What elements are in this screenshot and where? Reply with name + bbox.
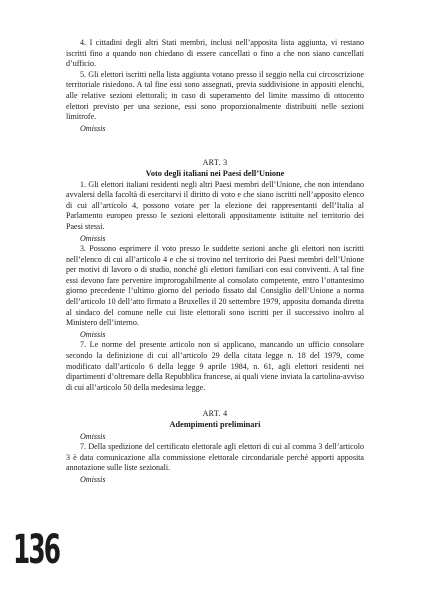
omissis-note: Omissis (80, 233, 106, 243)
paragraph-4: 4. I cittadini degli altri Stati membri, inclusi nell’apposita lista aggiunta, vi restano iscritti fino a quando non chiedano di essere cancellati o fino a che non siano cancellati d’ufficio. (66, 38, 364, 69)
omissis-note: Omissis (80, 474, 106, 484)
article-3-title: Voto degli italiani nei Paesi dell’Unione (145, 168, 285, 178)
omissis-note: Omissis (80, 431, 106, 441)
omissis-note: Omissis (80, 329, 106, 339)
omissis-note: Omissis (80, 123, 106, 133)
paragraph-5: 5. Gli elettori iscritti nella lista aggiunta votano presso il seggio nella cui circoscrizione territoriale risiedono. A tal fine essi sono assegnati, previa suddivisione in appositi elenchi, alle relative sezioni elettorali; in caso di superamento del limite massimo di ottocento elettori previsto per una sezione, essi sono proporzionalmente distribuiti nelle sezioni limitrofe. (66, 69, 364, 122)
page-number: 136 (13, 527, 60, 573)
article-3-paragraph-1: 1. Gli elettori italiani residenti negli altri Paesi membri dell’Unione, che non intendano avvalersi della facoltà di esercitarvi il diritto di voto e che siano iscritti nell’apposito elenco di cui all’articolo 4, possono votare per la elezione dei rappresentanti dell’Italia al Parlamento europeo presso le sezioni elettorali appositamente istituite nel territorio dei Paesi stessi. (66, 179, 364, 231)
article-3-paragraph-7: 7. Le norme del presente articolo non si applicano, mancando un ufficio consolare secondo la definizione di cui all’articolo 29 della citata legge n. 18 del 1979, come modificato dall’articolo 6 della legge 9 aprile 1984, n. 61, agli elettori residenti nei dipartimenti d’oltremare della Repubblica francese, ai quali viene inviata la cartolina-avviso di cui all’articolo 50 della medesima legge. (66, 340, 364, 392)
document-body (66, 38, 364, 486)
article-4-title: Adempimenti preliminari (169, 420, 261, 429)
article-4-paragraph-7: 7. Della spedizione del certificato elettorale agli elettori di cui al comma 3 dell’articolo 3 è data comunicazione alla commissione elettorale circondariale perché apporti apposita annotazione sulle liste sezionali. (66, 442, 364, 473)
article-3-number: ART. 3 (202, 158, 228, 168)
article-4-number: ART. 4 (202, 409, 228, 419)
article-3-paragraph-3: 3. Possono esprimere il voto presso le suddette sezioni anche gli elettori non iscritti nell’elenco di cui all’articolo 4 e che si trovino nel territorio dei Paesi membri dell’Unione per motivi di lavoro o di studio, nonché gli elettori familiari con essi conviventi. A tal fine essi devono fare pervenire improrogabilmente al consolato competente, entro l’ottantesimo giorno precedente l’ultimo giorno del periodo fissato dal Consiglio dell’Unione a norma dell’articolo 10 dell’atto firmato a Bruxelles il 20 settembre 1979, apposita domanda diretta al sindaco del comune nelle cui liste elettorali sono iscritti per il successivo inoltro al Ministero dell’interno. (66, 244, 364, 328)
